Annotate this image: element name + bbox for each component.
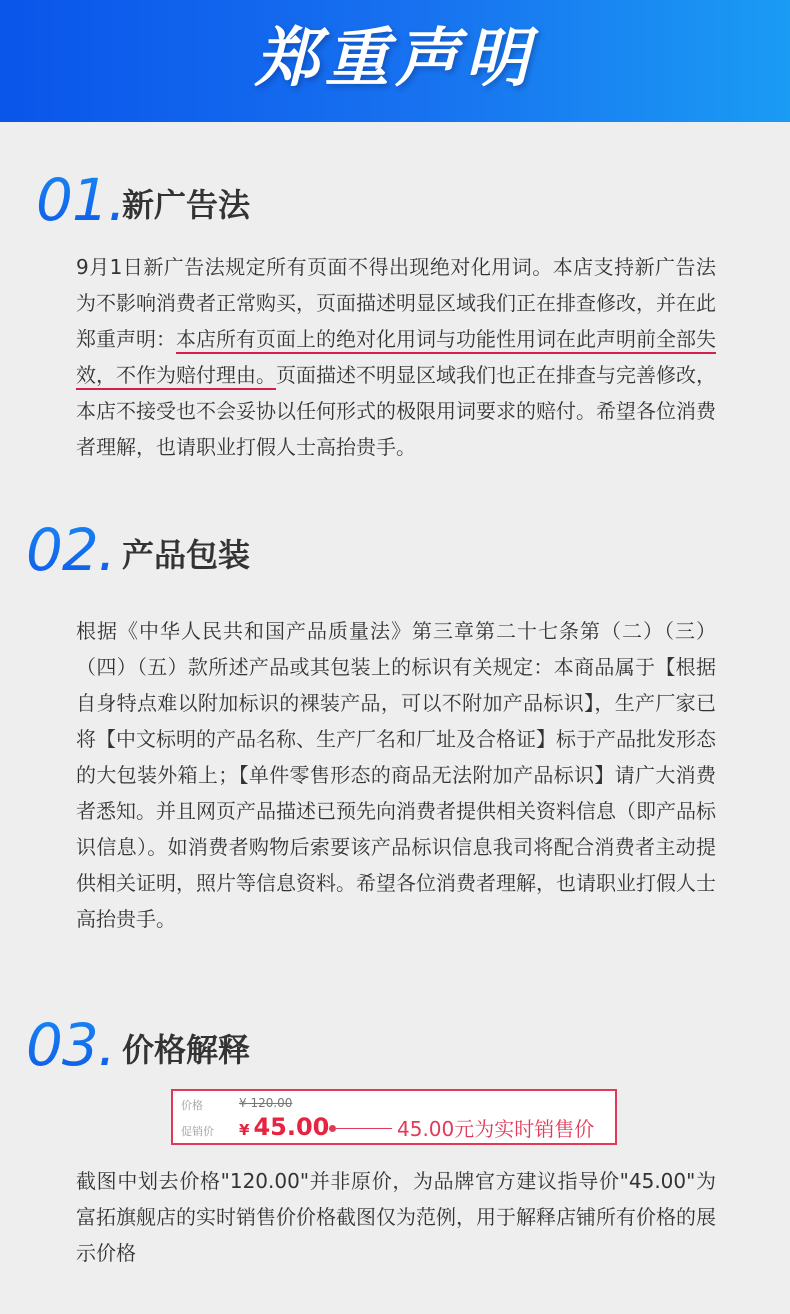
section-title: 价格解释: [122, 1031, 251, 1069]
section-02-body: 根据《中华人民共和国产品质量法》第三章第二十七条第（二）（三）（四）（五）款所述产品或其包装上的标识有关规定：本商品属于【根据自身特点难以附加标识的裸装产品，可以不附加产品标识】，生产厂家已将【中文标明的产品名称、生产厂名和厂址及合格证】标于产品批发形态的大包装外箱上；【单件零售形态的商品无法附加产品标识】请广大消费者悉知。并且网页产品描述已预先向消费者提供相关资料信息（即产品标识信息）。如消费者购物后索要该产品标识信息我司将配合消费者主动提供相关证明，照片等信息资料。希望各位消费者理解，也请职业打假人士高抬贵手。: [76, 619, 716, 931]
section-number: 02.: [26, 510, 115, 590]
section-02-heading: [0, 510, 790, 590]
section-01-heading: [0, 160, 790, 240]
price-example-screenshot: [171, 1089, 617, 1145]
price-note: 45.00元为实时销售价: [397, 1117, 595, 1141]
section-number: 01.: [36, 160, 125, 240]
price-label: 价格: [181, 1099, 203, 1112]
header-banner: [0, 0, 790, 122]
current-price: [239, 1113, 329, 1144]
section-03-heading: [0, 1005, 790, 1085]
current-price-value: 45.00: [253, 1113, 330, 1141]
section-number: 03.: [26, 1005, 115, 1085]
section-01-body: [76, 249, 716, 465]
section-03-body: 截图中划去价格"120.00"并非原价，为品牌官方建议指导价"45.00"为富拓旗舰店的实时销售价价格截图仅为范例，用于解释店铺所有价格的展示价格: [76, 1169, 716, 1265]
original-price-struck: ¥ 120.00: [239, 1096, 293, 1110]
section-title: 新广告法: [122, 186, 251, 224]
promo-price-label: 促销价: [181, 1125, 214, 1138]
pointer-line: [336, 1128, 392, 1129]
page-title: 郑重声明: [255, 22, 535, 96]
currency-symbol: ¥: [239, 1121, 250, 1139]
pointer-dot: [329, 1125, 336, 1132]
section-title: 产品包装: [122, 536, 251, 574]
body-text: 页面描述不明显区域我们也正在排查与完善修改，本店不接受也不会妥协以任何形式的极限用词要求的赔付。希望各位消费者理解，也请职业打假人士高抬贵手。: [76, 363, 716, 459]
highlighted-statement: 本店所有页面上的绝对化用词与功能性用词在此声明前全部失效，不作为赔付理由。: [76, 327, 716, 390]
body-text: 9月1日新广告法规定所有页面不得出现绝对化用词。本店支持新广告法为不影响消费者正常购买，页面描述明显区域我们正在排查修改，并在此郑重声明：: [76, 255, 716, 351]
